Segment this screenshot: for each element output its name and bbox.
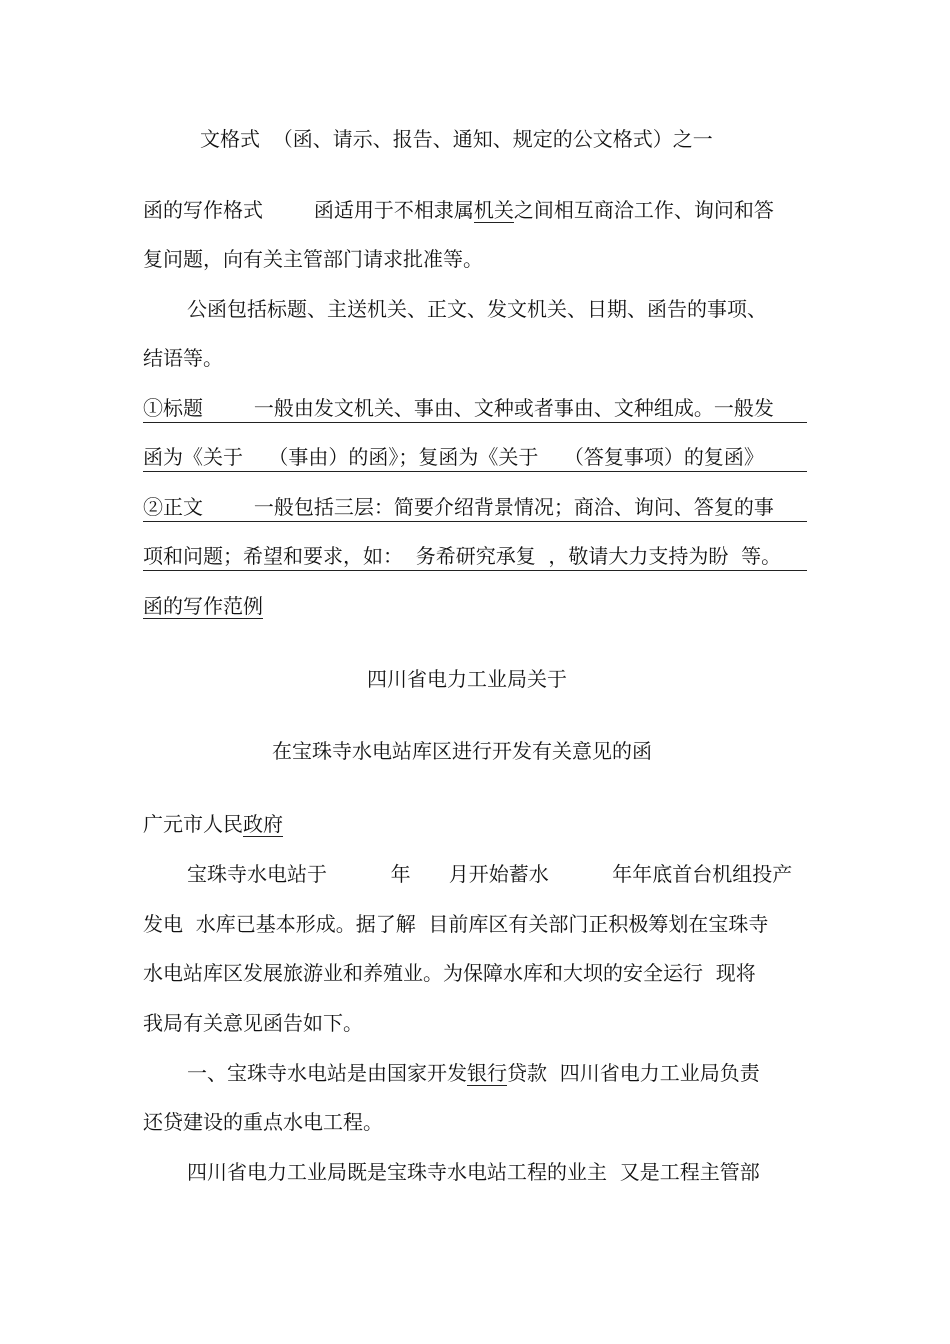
item2-line-1: ②正文 一般包括三层：简要介绍背景情况；商洽、询问、答复的事 [143, 493, 807, 522]
recipient-text: 广元市人民 [143, 812, 243, 836]
intro-text-pre: 函的写作格式 函适用于不相隶属 [143, 198, 474, 222]
example-heading [143, 592, 263, 620]
zhengfu-link[interactable]: 政府 [243, 812, 283, 836]
item1-line-1: ①标题 一般由发文机关、事由、文种或者事由、文种组成。一般发 [143, 394, 807, 423]
body-p1-line-2: 发电 水库已基本形成。据了解 目前库区有关部门正积极筹划在宝珠寺 [143, 912, 769, 936]
document-header: 文格式 （函、请示、报告、通知、规定的公文格式）之一 [200, 127, 713, 151]
intro-line-2: 复问题，向有关主管部门请求批准等。 [143, 247, 483, 271]
example-heading-text: 函的写作范例 [143, 594, 263, 618]
item1-line-2: 函为《关于 （事由）的函》；复函为《关于 （答复事项）的复函》 [143, 443, 807, 472]
body-p2-line-1 [187, 1059, 760, 1087]
body-p3-line-1: 四川省电力工业局既是宝珠寺水电站工程的业主 又是工程主管部 [187, 1160, 760, 1184]
composition-line-1: 公函包括标题、主送机关、正文、发文机关、日期、函告的事项、 [187, 297, 767, 321]
jiguan-link[interactable]: 机关 [473, 198, 514, 222]
letter-title-line-2: 在宝珠寺水电站库区进行开发有关意见的函 [272, 739, 652, 763]
letter-title-line-1: 四川省电力工业局关于 [367, 667, 567, 691]
composition-line-2: 结语等。 [143, 346, 223, 370]
intro-line-1 [143, 196, 774, 224]
body-p2-line-2: 还贷建设的重点水电工程。 [143, 1110, 383, 1134]
recipient [143, 810, 283, 838]
item2-line-2: 项和问题；希望和要求，如： 务希研究承复 ，敬请大力支持为盼 等。 [143, 542, 807, 571]
body-p2-text-pre: 一、宝珠寺水电站是由国家开发 [187, 1061, 467, 1085]
body-p1-line-3: 水电站库区发展旅游业和养殖业。为保障水库和大坝的安全运行 现将 [143, 961, 756, 985]
body-p2-text-post: 贷款 四川省电力工业局负责 [507, 1061, 760, 1085]
yinhang-link[interactable]: 银行 [467, 1061, 507, 1085]
intro-text-post: 之间相互商洽工作、询问和答 [513, 198, 774, 222]
body-p1-line-1: 宝珠寺水电站于 年 月开始蓄水 年年底首台机组投产 [187, 862, 793, 886]
body-p1-line-4: 我局有关意见函告如下。 [143, 1011, 363, 1035]
